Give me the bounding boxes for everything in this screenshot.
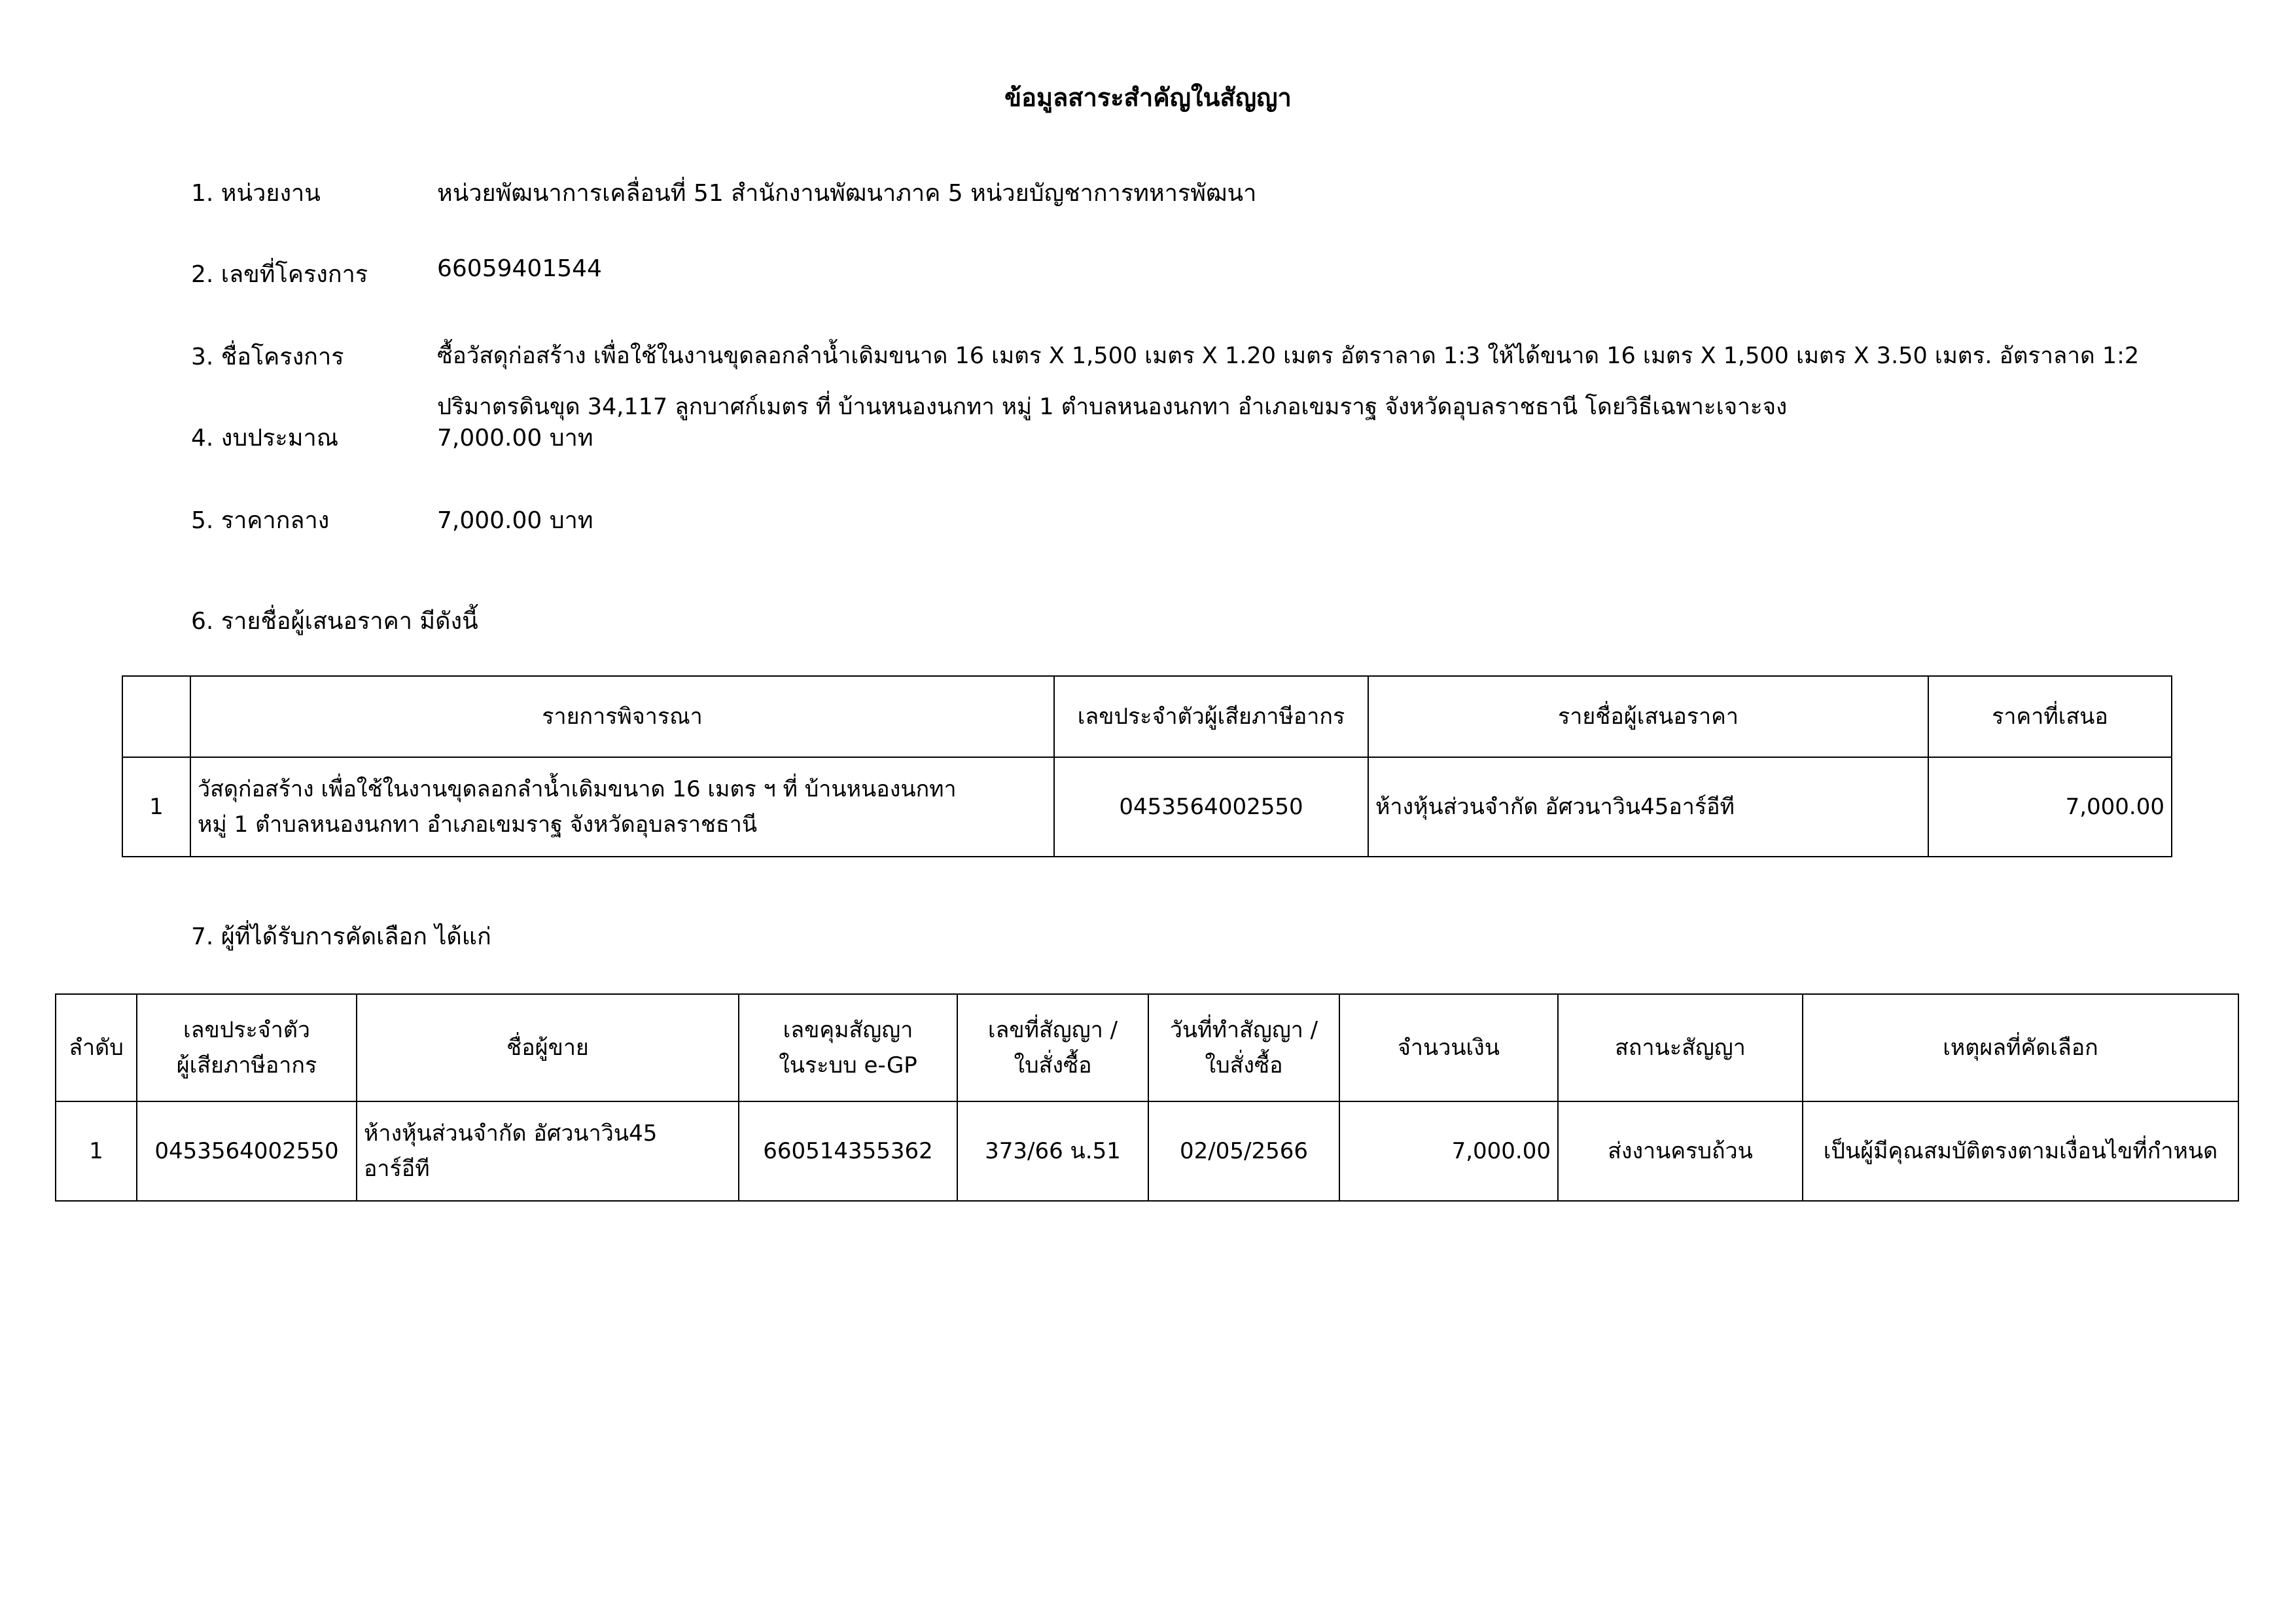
selected-row-tax-id: 0453564002550 — [137, 1101, 357, 1201]
selected-header-tax-id — [137, 994, 357, 1101]
selected-header-contract-no-line1: เลขที่สัญญา / — [987, 1017, 1118, 1043]
selected-header-contract-no — [957, 994, 1148, 1101]
selected-row-reason: เป็นผู้มีคุณสมบัติตรงตามเงื่อนไขที่กำหนด — [1803, 1101, 2238, 1201]
bidders-header-bidder: รายชื่อผู้เสนอราคา — [1368, 676, 1928, 757]
selected-row-amount: 7,000.00 — [1339, 1101, 1558, 1201]
field-value-budget: 7,000.00 บาท — [437, 425, 593, 452]
bidders-header-row — [122, 676, 2172, 757]
field-label-budget: 4. งบประมาณ — [191, 425, 339, 452]
selected-row-seller-line1: ห้างหุ้นส่วนจำกัด อัศวนาวิน45 — [364, 1120, 658, 1147]
field-label-project-number: 2. เลขที่โครงการ — [191, 261, 368, 288]
field-value-agency: หน่วยพัฒนาการเคลื่อนที่ 51 สำนักงานพัฒนาภาค 5 หน่วยบัญชาการทหารพัฒนา — [437, 180, 1257, 207]
selected-header-contract-date-line2: ใบสั่งซื้อ — [1205, 1052, 1283, 1079]
selected-header-contract-date-line1: วันที่ทำสัญญา / — [1169, 1017, 1318, 1043]
selected-row-no: 1 — [56, 1101, 137, 1201]
table-row — [56, 1101, 2238, 1201]
selected-header-tax-id-line2: ผู้เสียภาษีอากร — [176, 1052, 317, 1079]
selected-header-row — [56, 994, 2238, 1101]
bidders-row-no: 1 — [122, 757, 190, 857]
selected-row-seller-line2: อาร์อีที — [364, 1156, 430, 1182]
bidders-table — [122, 675, 2172, 857]
selected-header-egp-line2: ในระบบ e-GP — [779, 1052, 917, 1079]
selected-row-contract-date: 02/05/2566 — [1148, 1101, 1339, 1201]
selected-table — [55, 993, 2239, 1202]
selected-row-status: ส่งงานครบถ้วน — [1558, 1101, 1803, 1201]
selected-header-seller-label: ชื่อผู้ขาย — [506, 1035, 589, 1061]
field-value-reference-price: 7,000.00 บาท — [437, 507, 593, 534]
bidders-row-item-line1: วัสดุก่อสร้าง เพื่อใช้ในงานขุดลอกลำน้ำเดิมขนาด 16 เมตร ฯ ที่ บ้านหนองนกทา — [198, 776, 957, 802]
selected-header-reason — [1803, 994, 2238, 1101]
bidders-header-price: ราคาที่เสนอ — [1928, 676, 2172, 757]
selected-header-no — [56, 994, 137, 1101]
bidders-row-bidder: ห้างหุ้นส่วนจำกัด อัศวนาวิน45อาร์อีที — [1368, 757, 1928, 857]
field-value-project-name: ซื้อวัสดุก่อสร้าง เพื่อใช้ในงานขุดลอกลำน้ำเดิมขนาด 16 เมตร X 1,500 เมตร X 1.20 เมตร อัตราลาด 1:3 ให้ได้ขนาด 16 เมตร X 1,500 เมตร X 3.50 เมตร. อัตราลาด 1:2 — [437, 343, 2140, 369]
bidders-row-tax-id: 0453564002550 — [1054, 757, 1368, 857]
selected-header-egp-line1: เลขคุมสัญญา — [783, 1017, 913, 1043]
selected-header-seller — [357, 994, 739, 1101]
selected-header-contract-date — [1148, 994, 1339, 1101]
selected-header-no-label: ลำดับ — [69, 1035, 124, 1061]
bidders-heading: 6. รายชื่อผู้เสนอราคา มีดังนี้ — [191, 608, 478, 635]
bidders-header-tax-id: เลขประจำตัวผู้เสียภาษีอากร — [1054, 676, 1368, 757]
field-value-project-number: 66059401544 — [437, 255, 602, 282]
selected-header-amount — [1339, 994, 1558, 1101]
field-value-project-name-line2: ปริมาตรดินขุด 34,117 ลูกบาศก์เมตร ที่ บ้านหนองนกทา หมู่ 1 ตำบลหนองนกทา อำเภอเขมราฐ จังหวัดอุบลราชธานี โดยวิธีเฉพาะเจาะจง — [437, 394, 1788, 420]
field-label-project-name: 3. ชื่อโครงการ — [191, 344, 344, 370]
field-label-agency: 1. หน่วยงาน — [191, 180, 321, 207]
bidders-header-item: รายการพิจารณา — [190, 676, 1054, 757]
selected-header-egp — [739, 994, 957, 1101]
selected-row-seller — [357, 1101, 739, 1201]
selected-header-status-label: สถานะสัญญา — [1615, 1035, 1746, 1061]
bidders-row-price: 7,000.00 — [1928, 757, 2172, 857]
table-row — [122, 757, 2172, 857]
selected-header-amount-label: จำนวนเงิน — [1397, 1035, 1500, 1061]
selected-header-status — [1558, 994, 1803, 1101]
bidders-header-no — [122, 676, 190, 757]
selected-header-tax-id-line1: เลขประจำตัว — [183, 1017, 310, 1043]
selected-heading: 7. ผู้ที่ได้รับการคัดเลือก ได้แก่ — [191, 923, 491, 950]
document-title: ข้อมูลสาระสำคัญในสัญญา — [1004, 83, 1292, 112]
selected-header-contract-no-line2: ใบสั่งซื้อ — [1014, 1052, 1092, 1079]
bidders-row-item-line2: หมู่ 1 ตำบลหนองนกทา อำเภอเขมราฐ จังหวัดอุบลราชธานี — [198, 812, 758, 838]
selected-header-reason-label: เหตุผลที่คัดเลือก — [1943, 1035, 2098, 1061]
selected-row-contract-no: 373/66 น.51 — [957, 1101, 1148, 1201]
selected-row-egp-no: 660514355362 — [739, 1101, 957, 1201]
field-label-reference-price: 5. ราคากลาง — [191, 507, 330, 534]
bidders-row-item — [190, 757, 1054, 857]
